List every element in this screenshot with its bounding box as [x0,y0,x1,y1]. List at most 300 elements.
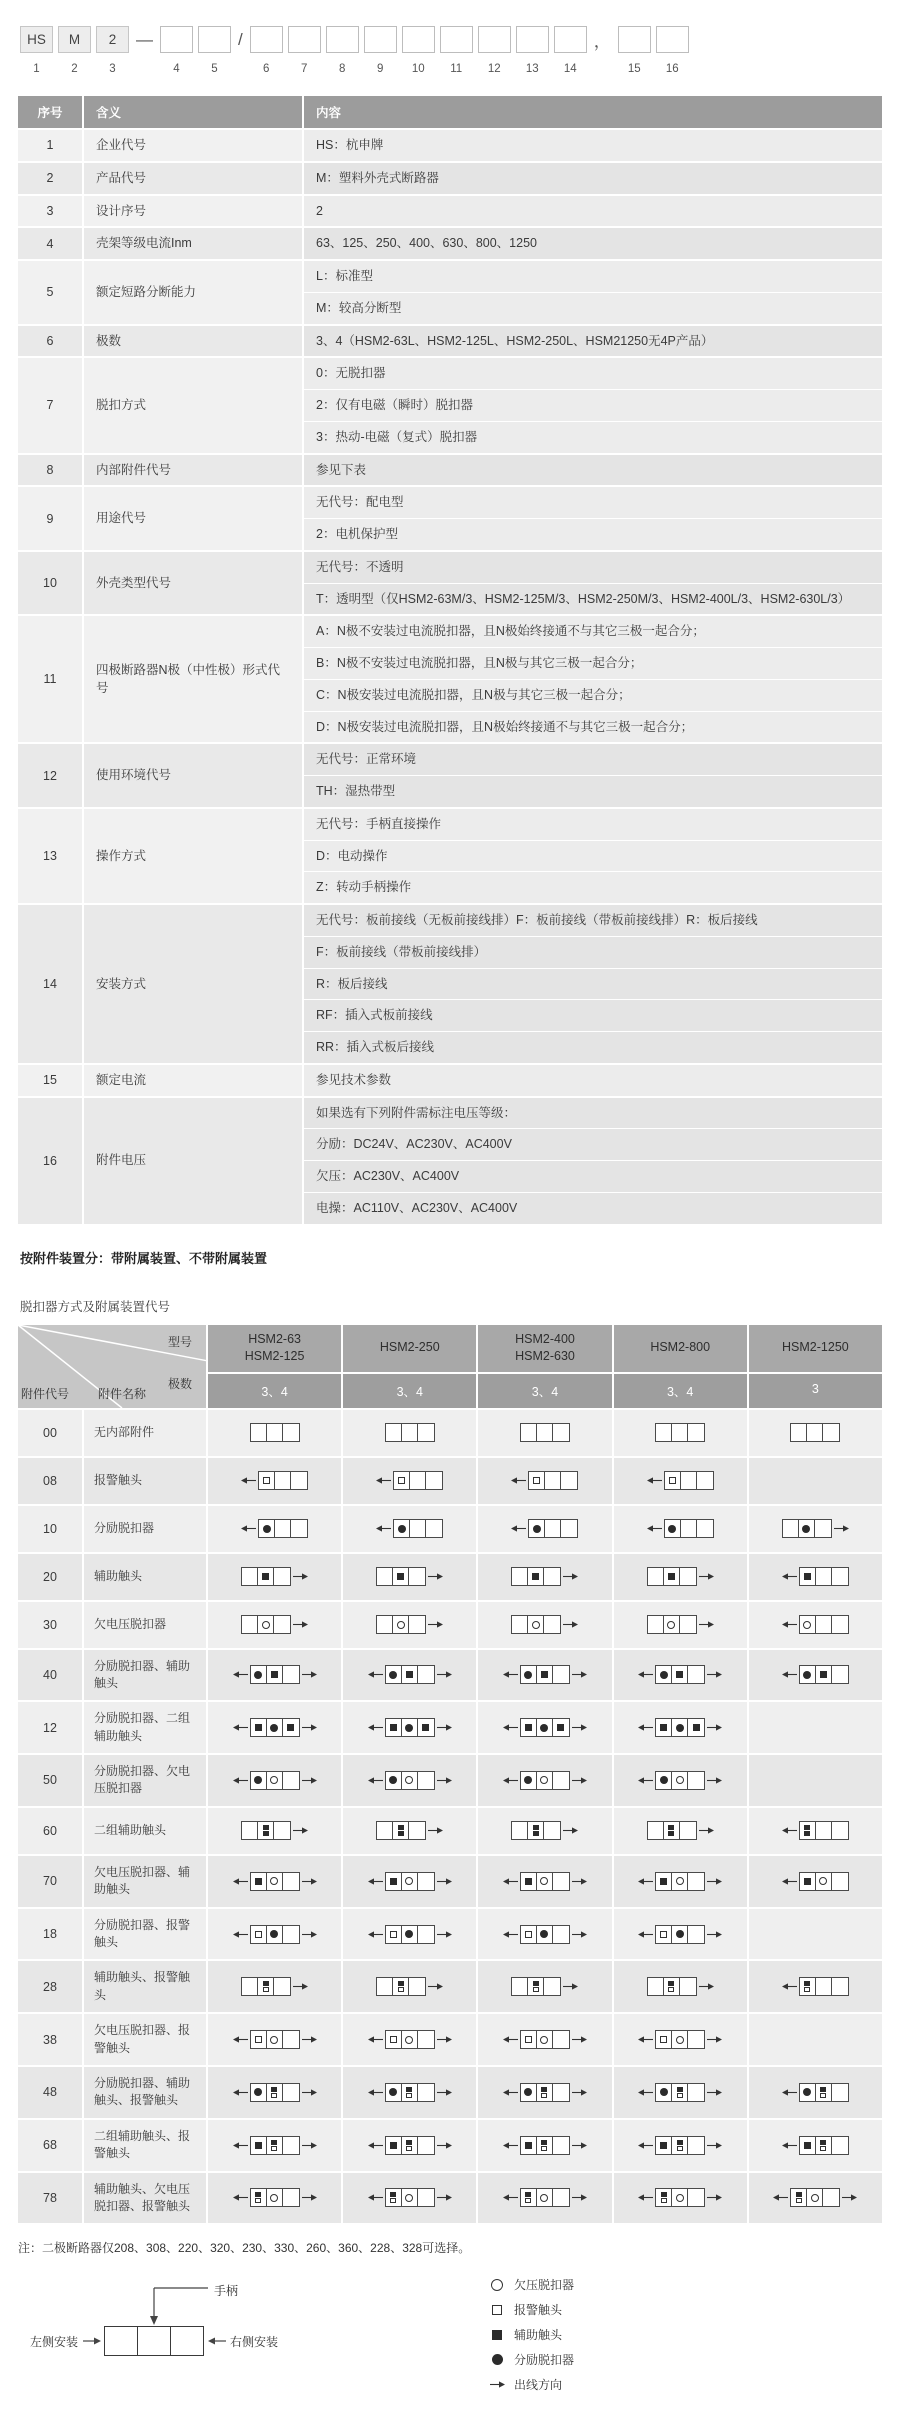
table1-row-15 [18,1065,882,1096]
code-number: 16 [665,62,679,75]
accessory-config-diagram [503,1665,587,1684]
outgoing-arrow-left-icon [233,1670,248,1679]
breaker-outline [655,2083,705,2102]
breaker-cell [386,1926,402,1943]
breaker-cell [410,1520,426,1537]
breaker-outline [385,1872,435,1891]
row-number: 4 [18,228,82,259]
diagram-cell [749,1602,882,1648]
undervoltage-release-symbol [270,2036,278,2044]
accessory-code: 38 [18,2014,82,2065]
aux-contact-symbol [660,2142,667,2149]
breaker-cell [561,1520,577,1537]
shunt-release-symbol [524,1671,532,1679]
breaker-outline [511,1567,561,1586]
breaker-outline [511,1821,561,1840]
legend-item [488,2276,574,2293]
breaker-cell [528,1616,544,1633]
accessory-config-diagram [385,1423,435,1442]
outgoing-arrow-right-icon [437,2035,452,2044]
aux-contact-symbol [271,1671,278,1678]
alarm-contact-symbol [525,1931,532,1938]
legend-item [488,2326,574,2343]
accessory-config-diagram [368,2136,452,2155]
breaker-cell [275,1472,291,1489]
content-line: 无代号：配电型 [316,495,404,510]
diagram-cell [208,1808,341,1854]
outgoing-arrow-left-icon [782,1670,797,1679]
alarm-contact-symbol [398,1477,405,1484]
content-line: F：板前接线（带板前接线排） [304,936,882,968]
content-line: R：板后接线 [304,968,882,1000]
breaker-cell [816,1822,832,1839]
breaker-cell [664,1978,680,1995]
breaker-outline [655,1665,705,1684]
accessory-config-diagram [368,2083,452,2102]
poles-header: 3 [749,1374,882,1408]
row-meaning: 极数 [84,326,302,357]
breaker-outline [647,1615,697,1634]
shunt-release-symbol [389,1671,397,1679]
diagram-cell [208,2067,341,2118]
accessory-config-diagram [241,1977,308,1996]
code-box [160,26,193,53]
breaker-cell [783,1520,799,1537]
row-number: 3 [18,196,82,227]
breaker-cell [697,1520,713,1537]
row-content [304,487,882,550]
breaker-cell [688,2084,704,2101]
right-mount-arrow-icon [208,2336,226,2346]
table1-row-6 [18,326,882,357]
breaker-outline [511,1977,561,1996]
shunt-release-symbol [389,1776,397,1784]
breaker-outline [655,2136,705,2155]
code-number: 13 [525,62,539,75]
breaker-cell [680,1978,696,1995]
table1-row-16 [18,1098,882,1224]
breaker-cell [291,1472,307,1489]
aux-contact-symbol [525,2142,532,2149]
breaker-cell [402,2137,418,2154]
breaker-cell [680,1822,696,1839]
accessory-code: 60 [18,1808,82,1854]
outgoing-arrow-right-icon [707,1776,722,1785]
breaker-outline [393,1519,443,1538]
outgoing-arrow-left-icon [368,1776,383,1785]
breaker-cell [800,1873,816,1890]
row-content [304,744,882,807]
breaker-outline [790,1423,840,1442]
model-header: HSM2-250 [343,1325,476,1372]
outgoing-arrow-left-icon [638,1723,653,1732]
accessory-config-diagram [233,1872,317,1891]
diagram-cell [749,1702,882,1753]
accessory-code: 18 [18,1909,82,1960]
legend-label: 辅助触头 [514,2328,563,2343]
table1-row-11 [18,616,882,742]
aux-contact-symbol [397,1573,404,1580]
row-meaning: 使用环境代号 [84,744,302,807]
undervoltage-release-symbol [540,2036,548,2044]
undervoltage-release-symbol [397,1621,405,1629]
accessory-name: 辅助触头、报警触头 [84,1961,206,2012]
content-line: M：塑料外壳式断路器 [316,170,439,185]
diagram-cell [478,1602,611,1648]
shunt-release-symbol [270,1930,278,1938]
double-aux-symbol [804,1825,810,1836]
poles-header: 3、4 [208,1374,341,1408]
breaker-cell [402,1424,418,1441]
shunt-release-symbol [802,1525,810,1533]
shunt-release-symbol [254,2088,262,2096]
aux-contact-symbol [532,1573,539,1580]
row-number: 15 [18,1065,82,1096]
accessory-config-diagram [241,1519,308,1538]
outgoing-arrow-left-icon [503,1723,518,1732]
content-line: 电操：AC110V、AC230V、AC400V [304,1192,882,1224]
code-position-2 [58,26,91,76]
outgoing-arrow-left-icon [638,1776,653,1785]
handle-pointer-icon [148,2282,212,2328]
model-header: HSM2-400 HSM2-630 [478,1325,611,1372]
breaker-outline [655,1718,705,1737]
breaker-cell [537,1424,553,1441]
outgoing-arrow-left-icon [233,2088,248,2097]
accessory-code: 00 [18,1410,82,1456]
content-line: RR：插入式板后接线 [304,1031,882,1063]
breaker-cell [823,1424,839,1441]
accessory-config-diagram [241,1821,308,1840]
aux-contact-symbol [676,1671,683,1678]
diagram-cell [749,2014,882,2065]
diagram-cell [749,1650,882,1701]
breaker-outline [376,1567,426,1586]
breaker-cell [528,1568,544,1585]
breaker-cell [815,1520,831,1537]
diagram-cell [343,1755,476,1806]
corner-model-label: 型号 [167,1334,192,1349]
breaker-cell [258,1978,274,1995]
breaker-cell [251,1719,267,1736]
outgoing-arrow-right-icon [699,1572,714,1581]
table2-title: 脱扣器方式及附属装置代号 [20,1299,171,1314]
breaker-outline [385,2136,435,2155]
accessory-config-diagram [655,1423,705,1442]
code-number: 2 [71,62,78,75]
aux-contact-symbol [255,1878,262,1885]
accessory-config-diagram [511,1977,578,1996]
outgoing-arrow-right-icon [437,1776,452,1785]
breaker-cell [561,1472,577,1489]
code-position-4 [160,26,193,76]
breaker-cell [656,1719,672,1736]
diagram-cell [749,2120,882,2171]
aux-contact-symbol [804,1878,811,1885]
shunt-release-symbol [660,1776,668,1784]
diagram-cell [478,2014,611,2065]
accessory-name: 分励脱扣器、欠电压脱扣器 [84,1755,206,1806]
diagram-cell [478,1650,611,1701]
row-content [304,1098,882,1224]
breaker-cell [528,1822,544,1839]
diagram-cell [478,1554,611,1600]
breaker-cell [377,1616,393,1633]
breaker-cell [688,2031,704,2048]
breaker-cell [393,1822,409,1839]
breaker-cell [553,1873,569,1890]
breaker-outline [376,1615,426,1634]
outgoing-arrow-right-icon [707,1877,722,1886]
aux-alarm-symbol [820,2140,826,2151]
accessory-name: 辅助触头、欠电压脱扣器、报警触头 [84,2173,206,2224]
diagram-cell [614,1808,747,1854]
breaker-cell [665,1520,681,1537]
accessory-config-diagram [503,2136,587,2155]
poles-header: 3、4 [343,1374,476,1408]
accessory-config-diagram [782,1977,849,1996]
breaker-cell [688,1424,704,1441]
accessory-config-diagram [520,1423,570,1442]
content-line: 参见下表 [316,462,367,477]
breaker-outline [250,1423,300,1442]
row-meaning: 产品代号 [84,163,302,194]
diagram-cell [749,1506,882,1552]
breaker-outline [647,1977,697,1996]
breaker-outline [655,2030,705,2049]
aux-contact-symbol [390,2142,397,2149]
legend-symbol [488,2305,506,2315]
accessory-config-diagram [233,2083,317,2102]
row-content [304,552,882,615]
code-separator: — [136,29,153,49]
content-line: 2：仅有电磁（瞬时）脱扣器 [304,389,882,421]
diagram-cell [208,2014,341,2065]
double-aux-symbol [263,1825,269,1836]
outgoing-arrow-right-icon [572,2035,587,2044]
code-number: 9 [377,62,384,75]
accessory-config-diagram [503,2083,587,2102]
breaker-outline [258,1519,308,1538]
breaker-cell [267,1926,283,1943]
accessory-code: 08 [18,1458,82,1504]
accessory-config-diagram [368,1665,452,1684]
breaker-outline [520,1718,570,1737]
diagram-cell [614,1506,747,1552]
breaker-cell [283,2137,299,2154]
breaker-cell [267,1424,283,1441]
content-line: 如果选有下列附件需标注电压等级： [316,1105,517,1120]
alarm-contact-symbol [255,1931,262,1938]
row-number: 2 [18,163,82,194]
breaker-cell [832,1568,848,1585]
breaker-cell [512,1822,528,1839]
model-header: HSM2-1250 [749,1325,882,1372]
aux-alarm-symbol [263,1981,269,1992]
row-number: 13 [18,809,82,903]
code-separator: / [238,29,243,49]
diagram-cell [614,1702,747,1753]
breaker-cell [800,1568,816,1585]
breaker-cell [377,1822,393,1839]
breaker-cell [656,2137,672,2154]
outgoing-arrow-right-icon [302,1670,317,1679]
diagram-cell [614,1650,747,1701]
code-position-12 [478,26,511,76]
outgoing-arrow-right-icon [563,1620,578,1629]
breaker-cell [386,2031,402,2048]
breaker-cell [537,1926,553,1943]
breaker-cell [656,1666,672,1683]
breaker-cell [648,1822,664,1839]
breaker-cell [409,1978,425,1995]
content-line: L：标准型 [316,269,373,283]
outgoing-arrow-right-icon [707,2035,722,2044]
breaker-cell [242,1978,258,1995]
accessory-config-diagram [790,1423,840,1442]
content-line: Z：转动手柄操作 [304,871,882,903]
diagram-cell [478,1702,611,1753]
row-content [304,228,882,259]
legend-symbol [488,2380,506,2389]
accessory-config-diagram [638,2136,722,2155]
breaker-cell [283,1926,299,1943]
accessory-config-diagram [638,1718,722,1737]
breaker-outline [385,1665,435,1684]
row-number: 6 [18,326,82,357]
alarm-contact-symbol [660,1931,667,1938]
outgoing-arrow-left-icon [233,1930,248,1939]
content-line: 分励：DC24V、AC230V、AC400V [304,1128,882,1160]
code-position-5 [198,26,231,76]
breaker-cell [544,1568,560,1585]
alarm-contact-symbol [390,2036,397,2043]
diagram-cell [208,1650,341,1701]
outgoing-arrow-left-icon [782,2141,797,2150]
code-box [326,26,359,53]
accessory-name: 二组辅助触头、报警触头 [84,2120,206,2171]
breaker-outline [655,1925,705,1944]
footnote: 注：二极断路器仅208、308、220、320、230、330、260、360、228、328可选择。 [18,2241,471,2256]
double-aux-symbol [398,1825,404,1836]
breaker-cell [688,1926,704,1943]
outgoing-arrow-left-icon [503,1930,518,1939]
content-line: RF：插入式板前接线 [304,999,882,1031]
breaker-cell [521,1926,537,1943]
breaker-cell [672,1719,688,1736]
accessory-config-diagram [376,1821,443,1840]
breaker-cell [816,2084,832,2101]
diagram-cell [208,1458,341,1504]
diagram-cell [749,1458,882,1504]
diagram-cell [343,2014,476,2065]
code-number: 11 [450,62,463,75]
breaker-cell [283,1424,299,1441]
breaker-cell [426,1520,442,1537]
breaker-outline [250,2083,300,2102]
accessory-config-diagram [376,1519,443,1538]
breaker-outline [385,2030,435,2049]
breaker-outline [250,1665,300,1684]
accessory-config-diagram [368,1925,452,1944]
breaker-cell [251,2031,267,2048]
breaker-cell [681,1520,697,1537]
code-number: 15 [627,62,641,75]
breaker-cell [394,1472,410,1489]
breaker-cell [171,2327,203,2355]
accessory-config-diagram [638,2083,722,2102]
breaker-cell [410,1472,426,1489]
accessory-config-diagram [233,1718,317,1737]
diagram-cell [208,1410,341,1456]
row-meaning: 企业代号 [84,130,302,161]
shunt-release-symbol [524,1776,532,1784]
poles-header: 3、4 [478,1374,611,1408]
diagram-cell [343,2120,476,2171]
outgoing-arrow-left-icon [638,2088,653,2097]
diagram-cell [749,1554,882,1600]
breaker-cell [537,2084,553,2101]
code-box [656,26,689,53]
breaker-cell [816,1873,832,1890]
breaker-cell [283,2084,299,2101]
breaker-cell [672,1772,688,1789]
outgoing-arrow-left-icon [233,2035,248,2044]
accessory-config-diagram [511,1471,578,1490]
outgoing-arrow-right-icon [293,1982,308,1991]
breaker-outline [799,1665,849,1684]
breaker-cell [681,1472,697,1489]
breaker-cell [402,2031,418,2048]
breaker-cell [267,2137,283,2154]
breaker-outline [655,1872,705,1891]
aux-contact-symbol [287,1724,294,1731]
breaker-outline [799,2083,849,2102]
diagram-cell [614,1458,747,1504]
breaker-cell [402,2084,418,2101]
row-meaning: 额定电流 [84,1065,302,1096]
undervoltage-release-symbol [676,1877,684,1885]
breaker-cell [418,1719,434,1736]
breaker-cell [816,1568,832,1585]
outgoing-arrow-right-icon [302,2088,317,2097]
accessory-config-diagram [241,1567,308,1586]
outgoing-arrow-right-icon [437,1930,452,1939]
accessory-config-diagram [638,1925,722,1944]
outgoing-arrow-left-icon [368,1930,383,1939]
accessory-code: 78 [18,2173,82,2224]
outgoing-arrow-right-icon [707,2088,722,2097]
row-content [304,358,882,452]
diagram-cell [749,1961,882,2012]
breaker-cell [267,1873,283,1890]
content-line: 2：电机保护型 [304,518,882,550]
breaker-cell [537,1873,553,1890]
outgoing-arrow-left-icon [782,1620,797,1629]
shunt-release-symbol [540,1930,548,1938]
breaker-outline [782,1519,832,1538]
breaker-outline [241,1977,291,1996]
row-meaning: 操作方式 [84,809,302,903]
left-mount-label: 左侧安装 [30,2335,79,2350]
diagram-cell [343,1458,476,1504]
diagram-cell [614,2120,747,2171]
diagram-cell [478,1961,611,2012]
breaker-outline [241,1821,291,1840]
breaker-cell [544,1978,560,1995]
breaker-outline [647,1821,697,1840]
left-mount-arrow-icon [83,2336,101,2346]
